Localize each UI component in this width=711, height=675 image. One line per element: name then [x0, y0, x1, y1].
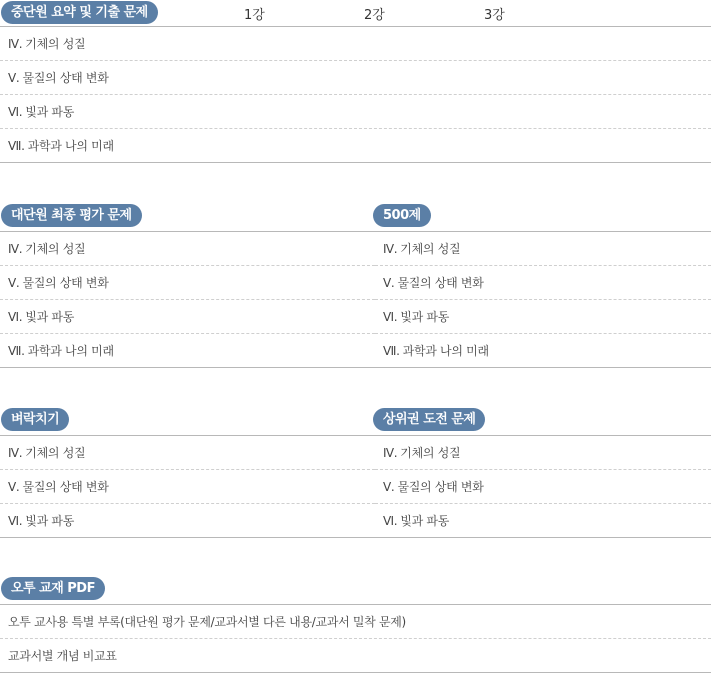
list-item[interactable]: Ⅶ. 과학과 나의 미래 — [0, 129, 711, 163]
column-header-lecture-1: 1강 — [244, 8, 265, 23]
list-item[interactable]: Ⅴ. 물질의 상태 변화 — [375, 266, 711, 300]
list-item[interactable]: Ⅶ. 과학과 나의 미래 — [0, 334, 375, 368]
list-item[interactable]: Ⅴ. 물질의 상태 변화 — [375, 470, 711, 504]
list-item[interactable]: Ⅴ. 물질의 상태 변화 — [0, 266, 375, 300]
pdf-list — [0, 605, 711, 673]
section-title-cram: 벼락치기 — [1, 408, 69, 431]
column-header-lecture-2: 2강 — [364, 8, 385, 23]
list-item[interactable]: 오투 교사용 특별 부록(대단원 평가 문제/교과서별 다른 내용/교과서 밀착 문제) — [0, 605, 711, 639]
summary-list — [0, 27, 711, 163]
section-title-summary: 중단원 요약 및 기출 문제 — [1, 1, 158, 24]
cram-list — [0, 436, 375, 538]
list-item[interactable]: Ⅴ. 물질의 상태 변화 — [0, 470, 375, 504]
section-title-500: 500제 — [373, 204, 431, 227]
list-item[interactable]: Ⅵ. 빛과 파동 — [0, 504, 375, 538]
list-item[interactable]: Ⅶ. 과학과 나의 미래 — [375, 334, 711, 368]
list-item[interactable]: Ⅵ. 빛과 파동 — [375, 504, 711, 538]
list-item[interactable]: Ⅳ. 기체의 성질 — [375, 232, 711, 266]
list-item[interactable]: Ⅵ. 빛과 파동 — [0, 95, 711, 129]
list-item[interactable]: Ⅳ. 기체의 성질 — [0, 27, 711, 61]
list-item[interactable]: Ⅴ. 물질의 상태 변화 — [0, 61, 711, 95]
section-title-pdf: 오투 교재 PDF — [1, 577, 105, 600]
list-item[interactable]: Ⅳ. 기체의 성질 — [375, 436, 711, 470]
list-item[interactable]: 교과서별 개념 비교표 — [0, 639, 711, 673]
list-item[interactable]: Ⅳ. 기체의 성질 — [0, 232, 375, 266]
top-challenge-list — [375, 436, 711, 538]
section-title-top-challenge: 상위권 도전 문제 — [373, 408, 485, 431]
list-item[interactable]: Ⅳ. 기체의 성질 — [0, 436, 375, 470]
final-test-list — [0, 232, 375, 368]
list-item[interactable]: Ⅵ. 빛과 파동 — [375, 300, 711, 334]
list-item[interactable]: Ⅵ. 빛과 파동 — [0, 300, 375, 334]
section-title-final-test: 대단원 최종 평가 문제 — [1, 204, 142, 227]
problems-500-list — [375, 232, 711, 368]
column-header-lecture-3: 3강 — [484, 8, 505, 23]
